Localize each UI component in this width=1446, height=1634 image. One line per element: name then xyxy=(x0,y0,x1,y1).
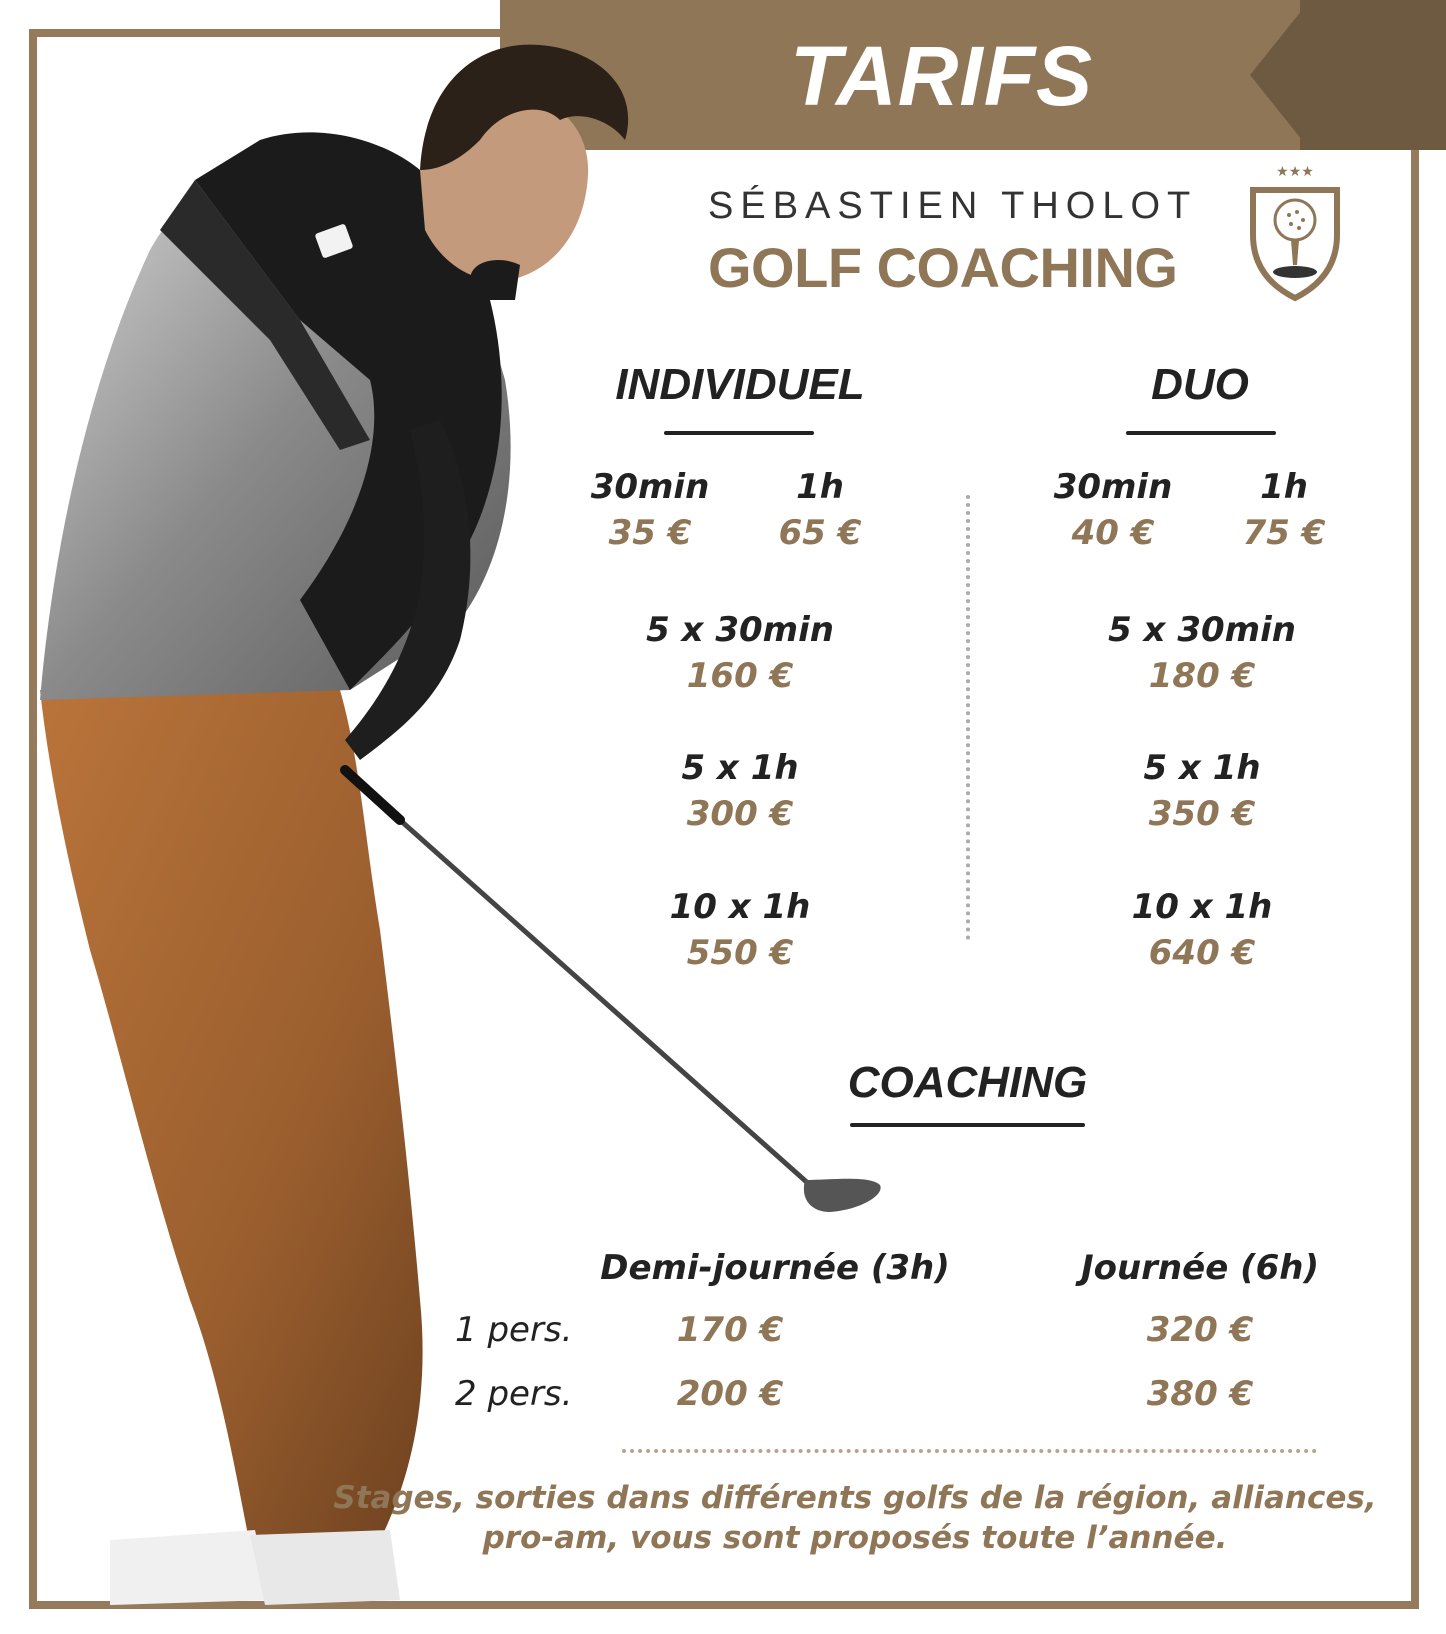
duo-label-10x1h: 10 x 1h xyxy=(1131,887,1273,927)
individuel-underline xyxy=(664,431,814,435)
coaching-row-1pers-full: 320 € xyxy=(1146,1310,1254,1350)
individuel-price-1h: 65 € xyxy=(778,513,862,553)
column-divider xyxy=(966,495,970,940)
golf-crest-icon xyxy=(1245,160,1345,305)
coaching-row-1pers-label: 1 pers. xyxy=(455,1310,573,1350)
page-title: TARIFS xyxy=(790,29,1094,123)
duo-price-30min: 40 € xyxy=(1071,513,1155,553)
coaching-underline xyxy=(850,1123,1085,1127)
coaching-col-full-day: Journée (6h) xyxy=(1080,1248,1320,1288)
duo-label-5x30: 5 x 30min xyxy=(1108,610,1296,650)
brand-subtitle: GOLF COACHING xyxy=(708,236,1178,299)
duo-price-5x30: 180 € xyxy=(1148,656,1256,696)
coaching-row-2pers-half: 200 € xyxy=(676,1374,784,1414)
individuel-label-30min: 30min xyxy=(590,467,710,507)
individuel-price-10x1h: 550 € xyxy=(686,933,794,973)
individuel-price-5x30: 160 € xyxy=(686,656,794,696)
footer-note: Stages, sorties dans différents golfs de la région, alliances, pro-am, vous sont proposés toute l’année. xyxy=(333,1480,1377,1556)
individuel-label-10x1h: 10 x 1h xyxy=(669,887,811,927)
duo-underline xyxy=(1126,431,1276,435)
footer-divider xyxy=(622,1449,1317,1453)
coaching-col-half-day: Demi-journée (3h) xyxy=(600,1248,950,1288)
coaching-row-2pers-full: 380 € xyxy=(1146,1374,1254,1414)
individuel-label-1h: 1h xyxy=(796,467,844,507)
coaching-row-2pers-label: 2 pers. xyxy=(455,1374,573,1414)
duo-label-30min: 30min xyxy=(1053,467,1173,507)
individuel-label-5x1h: 5 x 1h xyxy=(681,748,799,788)
duo-price-5x1h: 350 € xyxy=(1148,794,1256,834)
individuel-price-5x1h: 300 € xyxy=(686,794,794,834)
individuel-title: INDIVIDUEL xyxy=(615,360,865,409)
individuel-label-5x30: 5 x 30min xyxy=(646,610,834,650)
individuel-price-30min: 35 € xyxy=(608,513,692,553)
duo-price-1h: 75 € xyxy=(1242,513,1326,553)
duo-title: DUO xyxy=(1151,360,1249,409)
coaching-row-1pers-half: 170 € xyxy=(676,1310,784,1350)
duo-label-1h: 1h xyxy=(1260,467,1308,507)
duo-price-10x1h: 640 € xyxy=(1148,933,1256,973)
duo-label-5x1h: 5 x 1h xyxy=(1143,748,1261,788)
brand-name: SÉBASTIEN THOLOT xyxy=(708,185,1198,227)
coaching-title: COACHING xyxy=(847,1058,1088,1107)
svg-text:★★★: ★★★ xyxy=(1276,164,1314,180)
